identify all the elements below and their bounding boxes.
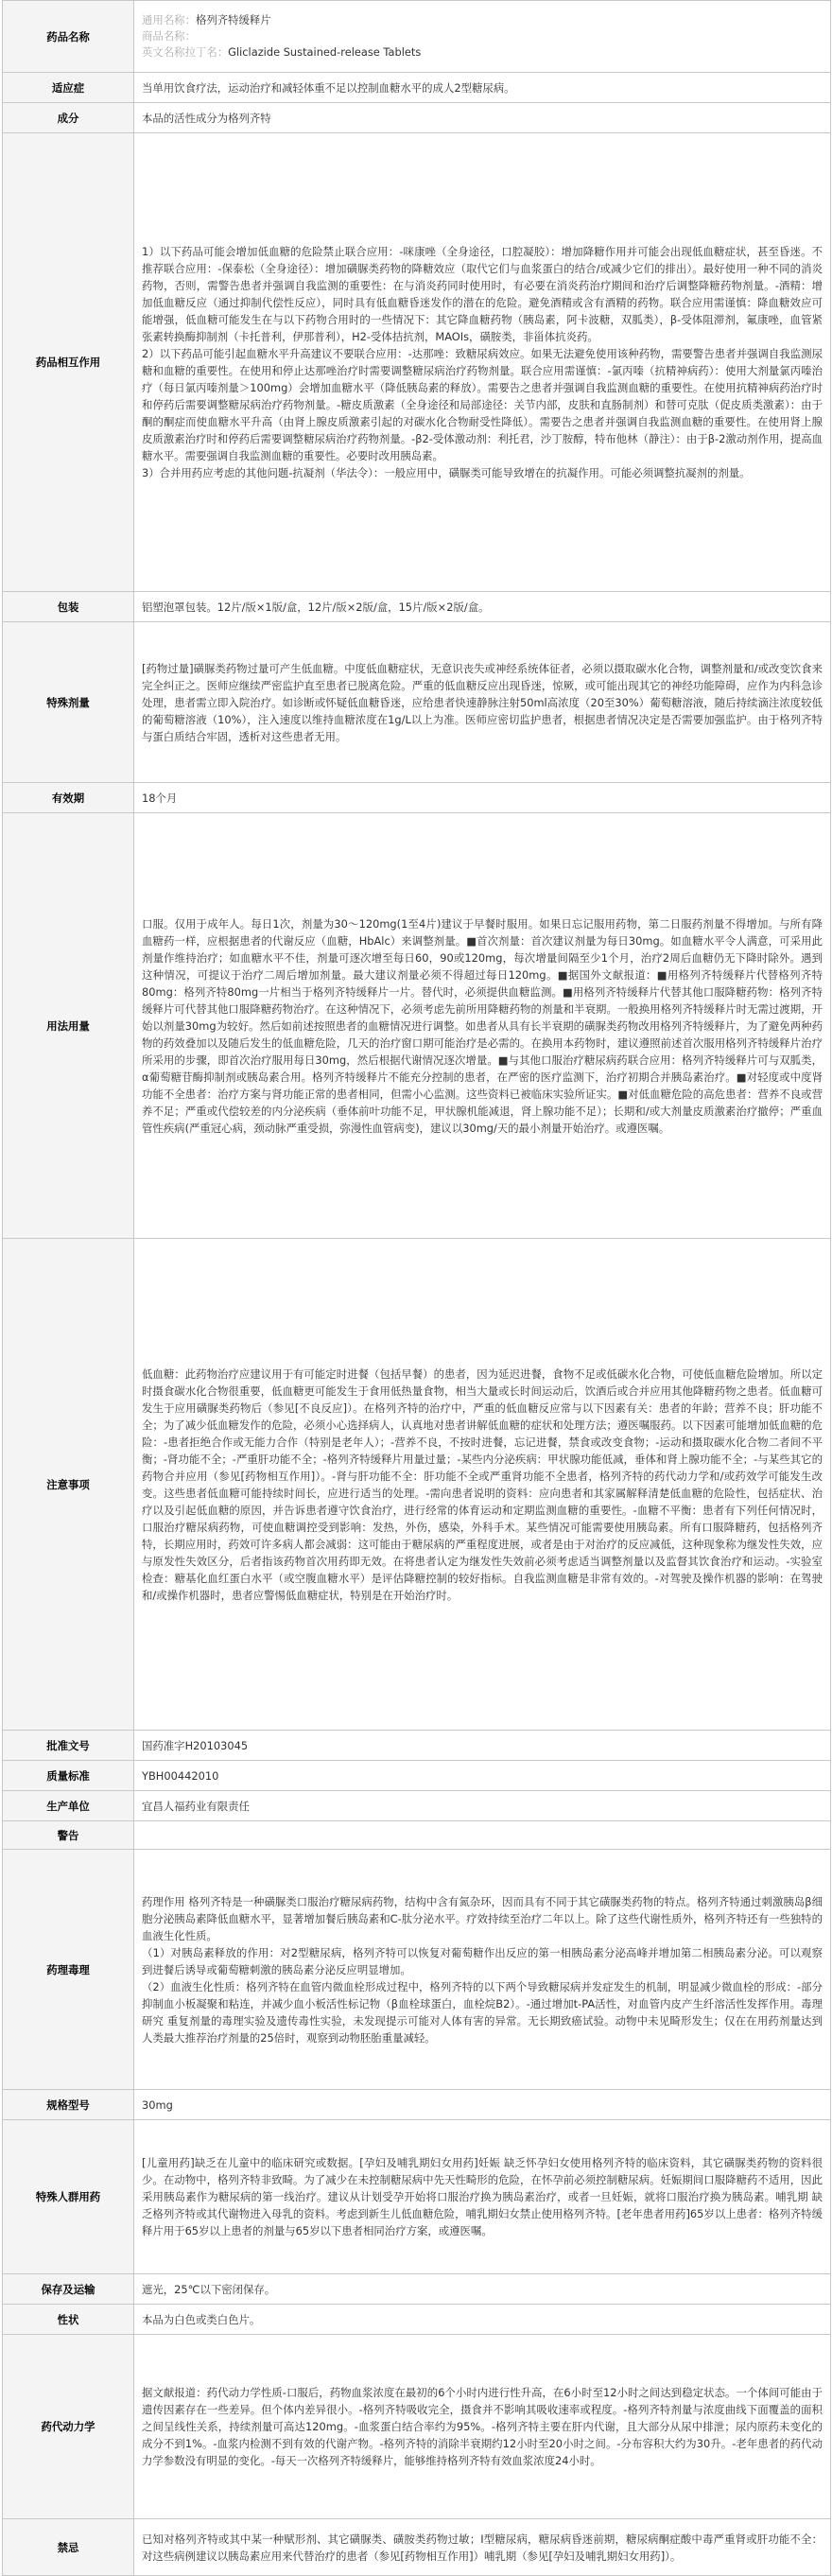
row-text: 遮光，25℃以下密闭保存。 [142,2282,276,2296]
row-pharmacokinetics [3,2335,831,2519]
row-value [134,1791,831,1821]
row-value [134,103,831,133]
drug-info-table [2,0,831,2576]
row-value [134,2274,831,2305]
row-indications [3,73,831,103]
row-text: 国药准字H20103045 [142,1738,249,1752]
row-value [134,1731,831,1761]
row-drug-name [3,1,831,73]
row-label: 批准文号 [3,1731,134,1761]
english-name-line [142,44,823,61]
row-contraindications [3,2519,831,2576]
row-label: 有效期 [3,783,134,813]
generic-name-key: 通用名称： [142,13,196,26]
row-value [134,783,831,813]
drug-name-values [134,1,831,73]
drug-specification-sheet [2,0,830,2572]
row-label: 药品名称 [3,1,134,73]
row-specification [3,2090,831,2120]
row-label: 生产单位 [3,1791,134,1821]
row-text: 据文献报道：药代动力学性质-口服后，药物血浆浓度在最初的6个小时内进行性升高，在6小时至12小时之间达到稳定状态。一个体间可能由于遗传因素存在一些差异。但个体内差异很小。-格列齐特吸收完全，摄食并不影响其吸收速率或程度。-格列齐特剂量与浓度曲线下面覆盖的面积之间呈线性关系，持续剂量可高达120mg。-血浆蛋白结合率约为95%。-格列齐特主要在肝内代谢，且大部分从尿中排泄；尿内原药未变化的成分不到1%。-血浆内检测不到有效的代谢产物。-格列齐特的消除半衰期约12小时至20小时之间。-分布容积大约为30升。-老年患者的药代动力学参数没有明显的变化。-每天一次格列齐特缓释片，能够维持格列齐特有效血浆浓度24小时。 [142,2386,823,2467]
row-label: 保存及运输 [3,2274,134,2305]
row-ingredients [3,103,831,133]
row-text: 3）合并用药应考虑的其他问题-抗凝剂（华法令）：一般应用中，磺脲类可能导致增在的抗凝作用。可能必须调整抗凝剂的剂量。 [142,466,751,479]
row-text: 18个月 [142,791,178,805]
english-name-value: Gliclazide Sustained-release Tablets [228,45,422,59]
row-text: 药理作用 格列齐特是一种磺脲类口服治疗糖尿病药物，结构中含有氮杂环，因而具有不同于其它磺脲类药物的特点。格列齐特通过刺激胰岛β细胞分泌胰岛素降低血糖水平，显著增加餐后胰岛素和C-肽分泌水平。疗效持续至治疗二年以上。除了这些代谢性质外，格列齐特还有一些独特的血液生化性质。 [142,1894,823,1942]
row-text: 已知对格列齐特或其中某一种赋形剂、其它磺脲类、磺胺类药物过敏；I型糖尿病，糖尿病昏迷前期，糖尿病酮症酸中毒严重肾或肝功能不全：对这些病例建议以胰岛素应用来代替治疗的患者（参见[药物相互作用]）哺乳期（参见[孕妇及哺乳期妇女用药]）。 [142,2532,823,2563]
row-value [134,1821,831,1850]
row-label: 规格型号 [3,2090,134,2120]
row-value [134,133,831,592]
row-label: 适应症 [3,73,134,103]
row-text: （2）血液生化性质：格列齐特在血管内微血栓形成过程中，格列齐特的以下两个导致糖尿病并发症发生的机制，明显减少微血栓的形成：-部分抑制血小板凝聚和粘连，并减少血小板活性标记物（β血栓球蛋白，血栓烷B2）。-通过增加t-PA活性，对血管内皮产生纤溶活性发挥作用。毒理研究 重复剂量的毒理实验及遗传毒性实验，未发现提示可能对人体有害的异常。无长期致癌试验。动物中未见畸形发生；仅在在用药剂量达到人类最大推荐治疗剂量的25倍时，观察到动物胚胎重量减轻。 [142,1979,823,2045]
generic-name-value: 格列齐特缓释片 [195,13,271,26]
english-name-key: 英文名称拉丁名： [142,45,229,59]
row-label: 特殊人群用药 [3,2120,134,2274]
row-label: 药品相互作用 [3,133,134,592]
row-value [134,1761,831,1791]
row-label: 警告 [3,1821,134,1850]
row-text: 30mg [142,2097,173,2112]
trade-name-key: 商品名称： [142,29,196,43]
row-package [3,592,831,622]
row-text: 口服。仅用于成年人。每日1次，剂量为30～120mg(1至4片)建议于早餐时服用。如果日忘记服用药物，第二日服药剂量不得增加。与所有降血糖药一样，应根据患者的代谢反应（血糖，HbAlc）来调整剂量。■首次剂量：首次建议剂量为每日30mg。如血糖水平令人满意，可采用此剂量作维持治疗；如血糖水平不佳，剂量可逐次增至每日60，90或120mg，每次增量间隔至少1个月，治疗2周后血糖仍无下降时除外。遇到这种情况，可提议于治疗二周后增加剂量。最大建议剂量必须不得超过每日120mg。■据国外文献报道：■用格列齐特缓释片代替格列齐特80mg：格列齐特80mg一片相当于格列齐特缓释片一片。替代时，必须提供血糖监测。■用格列齐特缓释片代替其他口服降糖药物：格列齐特缓释片可代替其他口服降糖药物治疗。在这种情况下，必须考虑先前所用降糖药物的剂量和半衰期。一般换用格列齐特缓释片时无需过渡期，开始以剂量30mg为较好。然后如前述按照患者的血糖情况进行调整。如患者从具有长半衰期的磺脲类药物改用格列齐特缓释片，为了避免两种药物的药效叠加以及随后发生的低血糖危险，几天的治疗窗口期可能治疗是必需的。在换用本药物时，建议遵照前述首次服用格列齐特缓释片治疗所采用的步骤，即首次治疗服用每日30mg，然后根据代谢情况逐次增量。■与其他口服治疗糖尿病药联合应用：格列齐特缓释片可与双胍类，α葡萄糖苷酶抑制剂或胰岛素合用。格列齐特缓释片不能充分控制的患者，在严密的医疗监测下，治疗初期合并胰岛素治疗。■对轻度或中度肾功能不全患者：治疗方案与肾功能正常的患者相同，但需小心监测。这些资料已被临床实验所证实。■对低血糖危险的高危患者：营养不良或营养不足；严重或代偿较差的内分泌疾病（垂体前叶功能不足，甲状腺机能减退，肾上腺功能不足）；长期和/或大剂量皮质激素治疗撤停；严重血管性疾病(严重冠心病，颈动脉严重受损，弥漫性血管病变)，建议以30mg/天的最小剂量开始治疗。或遵医嘱。 [142,916,823,1135]
row-label: 注意事项 [3,1239,134,1731]
row-dosage [3,813,831,1239]
row-text: 1）以下药品可能会增加低血糖的危险禁止联合应用：-咪康唑（全身途径，口腔凝胶）：增加降糖作用并可能会出现低血糖症状，甚至昏迷。不推荐联合应用：-保泰松（全身途径）：增加磺脲类药物的降糖效应（取代它们与血浆蛋白的结合/或减少它们的排出）。最好使用一种不同的消炎药物，否则，需警告患者并强调自我监测的重要性：在与消炎药同时使用时，有必要在消炎药治疗期间和治疗后调整降糖药物剂量。-酒精：增加低血糖反应（通过抑制代偿性反应），同时具有低血糖昏迷发作的潜在的危险。避免酒精或含有酒精的药物。联合应用需谨慎：降血糖效应可能增强，低血糖可能发生在与以下药物合用时的一些情况下：其它降血糖药物（胰岛素，阿卡波糖，双胍类），β-受体阻滞剂，氟康唑，血管紧张素转换酶抑制剂（卡托普利，伊那普利），H2-受体拮抗剂，MAOIs，磺胺类，非甾体抗炎药。 [142,245,823,343]
row-text: 当单用饮食疗法，运动治疗和减轻体重不足以控制血糖水平的成人2型糖尿病。 [142,80,515,95]
row-quality-standard [3,1761,831,1791]
row-label: 性状 [3,2305,134,2335]
row-text: [药物过量]磺脲类药物过量可产生低血糖。中度低血糖症状，无意识丧失或神经系统体征者，必须以摄取碳水化合物，调整剂量和/或改变饮食来完全纠正之。医师应继续严密监护直至患者已脱离危险。严重的低血糖反应出现昏迷，惊厥，或可能出现其它的神经功能障碍，应作为内科急诊处理，患者需立即入院治疗。如诊断或怀疑低血糖昏迷，应给患者快速静脉注射50ml高浓度（20至30%）葡萄糖溶液，随后持续滴注浓度较低的葡萄糖溶液（10%），注入速度以维持血糖浓度在1g/L以上为准。医师应密切监护患者，根据患者情况决定是否需要加强监护。由于格列齐特与蛋白质结合牢固，透析对这些患者无用。 [142,661,823,743]
row-label: 药代动力学 [3,2335,134,2519]
row-label: 禁忌 [3,2519,134,2576]
row-label: 用法用量 [3,813,134,1239]
row-precautions [3,1239,831,1731]
row-value [134,1239,831,1731]
row-text: 铝塑泡罩包装。12片/版×1版/盒，12片/版×2版/盒，15片/版×2版/盒。 [142,600,490,614]
row-drug-interactions [3,133,831,592]
row-text: 2）以下药品可能引起血糖水平升高建议不要联合应用：-达那唑：致糖尿病效应。如果无法避免使用该种药物，需要警告患者并强调自我监测尿糖和血糖的重要性。在使用和停止达那唑治疗时需要调整糖尿病治疗药物剂量。联合应用需谨慎：-氯丙嗪（抗精神病药）：使用大剂量氯丙嗪治疗（每日氯丙嗪剂量＞100mg）会增加血糖水平（降低胰岛素的释放）。需要告之患者并强调自我监测血糖的重要性。在使用抗精神病药治疗时和停药后需要调整糖尿病治疗药物剂量。-糖皮质激素（全身途径和局部途径：关节内部，皮肤和直肠制剂）和替可克肽（促皮质类激素）：由于酮的酮症而使血糖水平升高（由肾上腺皮质激素引起的对碳水化合物耐受性降低）。需要告之患者并强调自我监测血糖的重要性。在使用肾上腺皮质激素治疗时和停药后需要调整糖尿病治疗药物剂量。-β2-受体激动剂：利托君，沙丁胺醇，特布他林（静注）：由于β-2激动剂作用，提高血糖水平。需要强调自我监测血糖的重要性。必要时改用胰岛素。 [142,347,823,462]
row-value [134,2519,831,2576]
row-label: 药理毒理 [3,1850,134,2090]
generic-name-line [142,12,823,28]
row-appearance [3,2305,831,2335]
row-warning [3,1821,831,1850]
row-value [134,622,831,783]
row-manufacturer [3,1791,831,1821]
row-value [134,2120,831,2274]
row-value [134,73,831,103]
row-label: 质量标准 [3,1761,134,1791]
trade-name-line [142,28,823,44]
row-text: 低血糖：此药物治疗应建议用于有可能定时进餐（包括早餐）的患者，因为延迟进餐，食物不足或低碳水化合物，可使低血糖危险增加。所以定时摄食碳水化合物很重要，低血糖更可能发生于食用低热量食物，相当大量或长时间运动后，饮酒后或合并应用其他降糖药物之患者。低血糖可发生于应用磺脲类药物后（参见[不良反应]）。在格列齐特的治疗中，严重的低血糖反应常与以下因素有关：患者的年龄；营养不良；肝功能不全；为了减少低血糖发作的危险，必须小心选择病人，认真地对患者讲解低血糖的症状和处理方法；遵医嘱服药。以下因素可能增加低血糖的危险：-患者拒绝合作或无能力合作（特别是老年人）；-营养不良，不按时进餐，忘记进餐，禁食或改变食物；-运动和摄取碳水化合物二者间不平衡；-肾功能不全；-严重肝功能不全；-格列齐特缓释片用量过量；-某些内分泌疾病：甲状腺功能低减，垂体和肾上腺功能不全；-与某些其它的药物合并应用（参见[药物相互作用]）。-肾与肝功能不全：肝功能不全或严重肾功能不全患者，格列齐特的药代动力学和/或药效学可能发生改变。这些患者低血糖可能持续时间长，应进行适当的处理。-需向患者说明的资料：应向患者和其家属解释清楚低血糖的危险性，包括症状、治疗以及引起低血糖的原因，并告诉患者遵守饮食治疗，进行经常的体育运动和定期监测血糖的重要性。-血糖不平衡：患者有下列任何情况时，口服治疗糖尿病药物，可使血糖调控受到影响：发热，外伤，感染，外科手术。某些情况可能需要使用胰岛素。所有口服降糖药，包括格列齐特，长期应用时，药效可许多病人都会减弱：这可能由于糖尿病的严重程度进展，或者是由于对治疗的反应减低，这种现象称为继发性失效，应与原发性失效区分，后者指该药物首次用药即无效。在将患者认定为继发性失效前必须考虑适当调整剂量以及监督其饮食治疗和运动。-实验室检查：糖基化血红蛋白水平（或空腹血糖水平）是评估降糖控制的较好指标。自我监测血糖是非常有效的。-对驾驶及操作机器的影响：在驾驶和/或操作机器时，患者应警惕低血糖症状，特别是在开始治疗时。 [142,1366,823,1602]
row-text: （1）对胰岛素释放的作用：对2型糖尿病，格列齐特可以恢复对葡萄糖作出反应的第一相胰岛素分泌高峰并增加第二相胰岛素分泌。可以观察到进餐后诱导或葡萄糖刺激的胰岛素分泌反应明显增加。 [142,1945,823,1976]
row-label: 包装 [3,592,134,622]
row-text: 本品为白色或类白色片。 [142,2312,261,2326]
row-pharmacology [3,1850,831,2090]
row-approval-number [3,1731,831,1761]
row-storage [3,2274,831,2305]
row-label: 特殊剂量 [3,622,134,783]
row-special-populations [3,2120,831,2274]
row-overdose [3,622,831,783]
row-value [134,2090,831,2120]
row-text: 本品的活性成分为格列齐特 [142,111,271,125]
row-value [134,1850,831,2090]
row-value [134,592,831,622]
row-text: 宜昌人福药业有限责任 [142,1799,250,1813]
row-value [134,2335,831,2519]
row-shelf-life [3,783,831,813]
row-value [134,2305,831,2335]
row-text: YBH00442010 [142,1768,219,1783]
row-value [134,813,831,1239]
row-label: 成分 [3,103,134,133]
row-text: [儿童用药]缺乏在儿童中的临床研究或数据。[孕妇及哺乳期妇女用药]妊娠 缺乏怀孕妇女使用格列齐特的临床资料，其它磺脲类药物的资料很少。在动物中，格列齐特非致畸。为了减少在未控制糖尿病中先天性畸形的危险，在怀孕前必须控制糖尿病。妊娠期间口服降糖药不适用，因此采用胰岛素作为糖尿病的第一线治疗。建议从计划受孕开始将口服治疗换为胰岛素治疗，或者一旦妊娠，就将口服治疗换为胰岛素。哺乳期 缺乏格列齐特或其代谢物进入母乳的资料。考虑到新生儿低血糖危险，哺乳期妇女禁止使用格列齐特。[老年患者用药]65岁以上患者：格列齐特缓释片用于65岁以上患者的剂量与65岁以下患者相同治疗方案，或遵医嘱。 [142,2156,823,2237]
